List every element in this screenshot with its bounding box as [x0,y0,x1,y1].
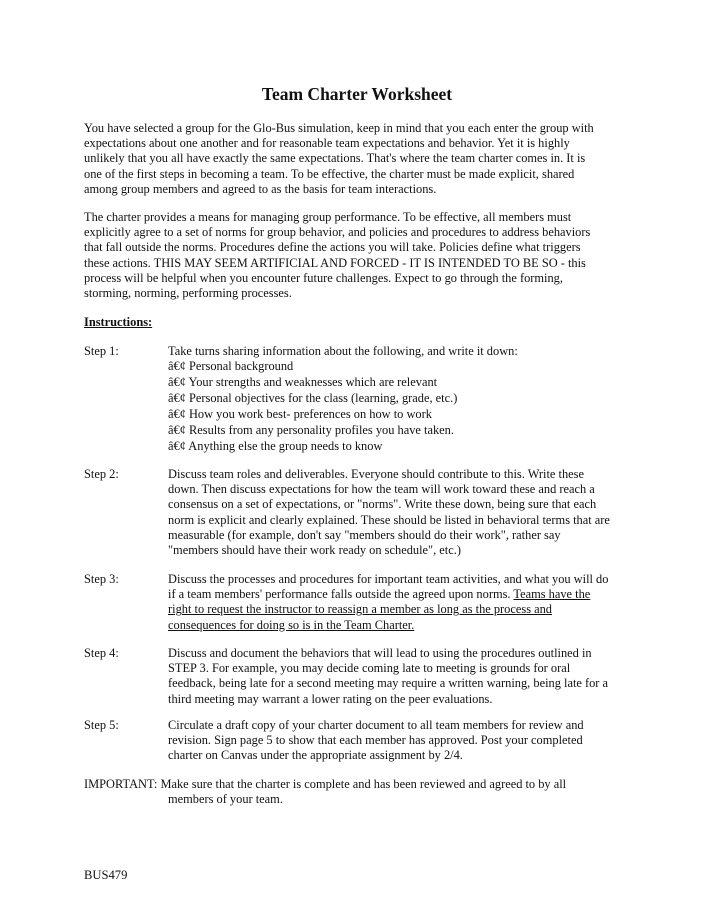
step-line: feedback, being late for a second meeting may require a written warning, being late for a [168,676,609,691]
step-line: Take turns sharing information about the following, and write it down: [168,344,518,358]
step-line: Discuss team roles and deliverables. Everyone should contribute to this. Write these [168,467,584,481]
step-body [168,467,638,558]
underlined-line: right to request the instructor to reassign a member as long as the process and [168,602,553,617]
charter-line: The charter provides a means for managing group performance. To be effective, all members must [84,210,572,224]
step-line [168,587,638,602]
step-label: Step 4: [84,646,119,660]
step-line: consensus on a set of expectations, or "norms". Write these down, being sure that each [168,497,597,512]
step-body [168,718,638,764]
charter-line: storming, norming, performing processes. [84,286,292,301]
step-line: measurable (for example, don't say "members should do their work", rather say [168,527,561,542]
underlined-line: consequences for doing so is in the Team Charter. [168,617,415,632]
charter-line: these actions. THIS MAY SEEM ARTIFICIAL AND FORCED - IT IS INTENDED TO BE SO - this [84,255,586,270]
step-line: third meeting may warrant a lower rating on the peer evaluations. [168,691,493,706]
page-title: Team Charter Worksheet [261,84,453,104]
step-label: Step 2: [84,467,119,481]
step-line: Circulate a draft copy of your charter document to all team members for review and [168,718,584,732]
intro-line: one of the first steps in becoming a team. To be effective, the charter must be made explicit, shared [84,166,575,181]
step-line: "members should have their work ready on schedule", etc.) [168,543,461,558]
intro-line: expectations about one another and for reasonable team expectations and behavior. Yet it is highly [84,136,570,151]
bullet-item: â€¢ Anything else the group needs to know [168,438,383,453]
bullet-item: â€¢ Personal objectives for the class (learning, grade, etc.) [168,391,458,406]
bullet-item: â€¢ Personal background [168,359,294,374]
charter-line: that fall outside the norms. Procedures define the actions you will take. Policies define what triggers [84,240,581,255]
bullet-item: â€¢ Your strengths and weaknesses which are relevant [168,375,438,390]
step-body [168,572,638,633]
bullet-item: â€¢ Results from any personality profiles you have taken. [168,422,454,437]
intro-line: You have selected a group for the Glo-Bus simulation, keep in mind that you each enter the group with [84,121,594,135]
charter-paragraph [84,210,644,301]
intro-line: unlikely that you all have exactly the same expectations. That's where the team charter comes in. It is [84,151,586,166]
step-body [168,646,638,707]
step-line: down. Then discuss expectations for how the team will work toward these and reach a [168,482,595,497]
step-line: Discuss and document the behaviors that will lead to using the procedures outlined in [168,646,592,660]
footer-course-code: BUS479 [84,868,128,882]
charter-line: process will be helpful when you encounter future challenges. Expect to go through the forming, [84,270,563,285]
intro-paragraph [84,121,644,197]
step-line: norm is explicit and clearly explained. These should be listed in behavioral terms that are [168,512,610,527]
step-label: Step 3: [84,572,119,586]
step-line: revision. Sign page 5 to show that each member has approved. Post your completed [168,733,583,748]
charter-line: explicitly agree to a set of norms for group behavior, and policies and procedures to address behaviors [84,225,591,240]
important-line: members of your team. [168,792,283,807]
instructions-heading: Instructions: [84,315,153,329]
step-body [168,344,638,455]
step-text: if a team members' performance falls outside the agreed upon norms. [168,587,514,602]
step-label: Step 5: [84,718,119,732]
step-line: Discuss the processes and procedures for important team activities, and what you will do [168,572,609,586]
step-label: Step 1: [84,344,119,358]
important-note [84,777,644,807]
bullet-item: â€¢ How you work best- preferences on how to work [168,406,432,421]
underlined-text: Teams have the [513,587,591,602]
important-line: IMPORTANT: Make sure that the charter is complete and has been reviewed and agreed to by all [84,777,567,791]
step-line: STEP 3. For example, you may decide coming late to meeting is grounds for oral [168,661,571,676]
step-line: charter on Canvas under the appropriate assignment by 2/4. [168,748,463,763]
intro-line: among group members and agreed to as the basis for team interactions. [84,181,437,196]
